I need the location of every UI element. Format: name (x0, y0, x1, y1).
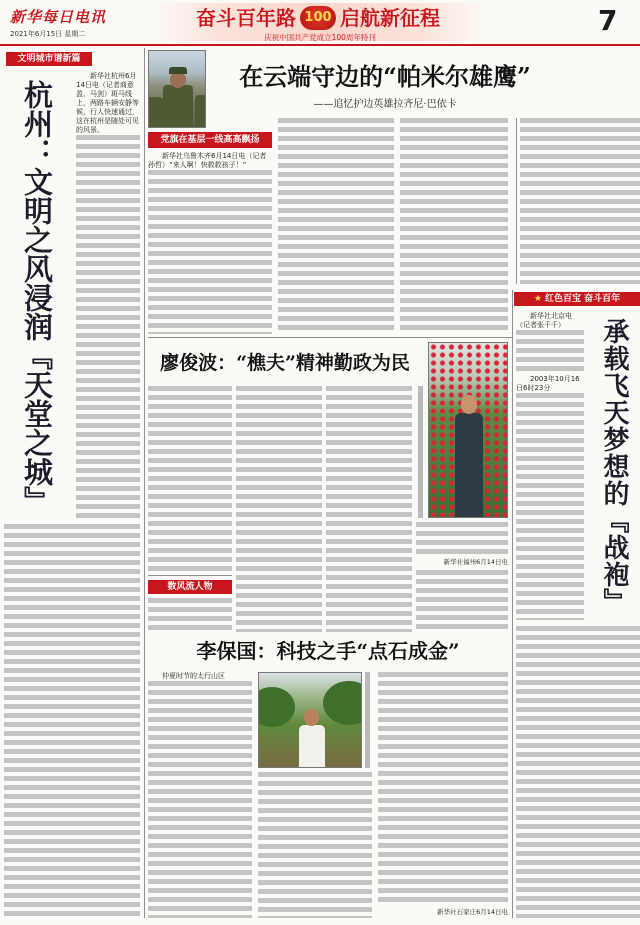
article-lead: 新华社乌鲁木齐6月14日电（记者孙哲）“来人啊！快救救孩子！” (148, 152, 272, 170)
body-text-column (148, 152, 272, 334)
column-divider (512, 290, 513, 918)
photo-greenhouse (428, 342, 508, 518)
photo-border-guard (148, 50, 206, 128)
body-text-column (258, 772, 372, 918)
article-subtitle-pamir: ——追忆护边英雄拉齐尼·巴依卡 (313, 99, 457, 110)
section-tag-civilized-city: 文明城市谱新篇 (6, 52, 92, 66)
body-text-column (520, 118, 640, 284)
section-tag-figures: 数风流人物 (148, 580, 232, 594)
issue-date: 2021年6月15日 星期二 (10, 30, 86, 38)
article-title-spacesuit: 承载飞天梦想的『战袍』 (599, 318, 629, 615)
article-divider (148, 575, 232, 576)
body-text-column (416, 522, 508, 556)
star-icon: ★ (533, 294, 542, 304)
column-divider (516, 118, 517, 284)
slogan-left: 奋斗百年路 (196, 6, 296, 30)
body-text-column (400, 118, 508, 334)
photo-caption (365, 672, 372, 768)
article-lead: 新华社杭州6月14日电（记者商意盈、马剑）斑马线上，两路车辆安静等候，行人快速通过，这在杭州是随处可见的风景。 (76, 72, 139, 134)
body-text-column (278, 118, 394, 334)
article-title-liao: 廖俊波：“樵夫”精神勤政为民 (160, 352, 410, 374)
body-text-column (326, 386, 412, 632)
article-title-hangzhou: 杭州：文明之风浸润『天堂之城』 (20, 80, 54, 515)
masthead-rule (0, 44, 640, 46)
section-tag-label: 红色百宝 奋斗百年 (544, 294, 621, 304)
body-text-column (516, 626, 640, 918)
page-number: 7 (598, 4, 618, 37)
body-text-column (148, 672, 252, 918)
slogan-right: 启航新征程 (340, 6, 440, 30)
body-text-column (378, 672, 508, 904)
body-text-column (516, 312, 584, 620)
article-dateline: 新华社石家庄6月14日电 (378, 908, 508, 917)
newspaper-logo: 新华每日电讯 (10, 8, 107, 26)
special-issue-subtitle: 庆祝中国共产党成立100周年特刊 (264, 33, 376, 42)
body-text-column (416, 570, 508, 632)
article-title-pamir: 在云端守边的“帕米尔雄鹰” (239, 62, 531, 91)
body-text-column (236, 386, 322, 632)
body-text-column (4, 524, 140, 918)
section-tag-party-flag: 党旗在基层一线高高飘扬 (148, 132, 272, 148)
photo-orchard (258, 672, 362, 768)
article-dateline: 新华社福州6月14日电 (416, 558, 508, 567)
section-tag-red-treasure (514, 292, 640, 306)
article-divider (148, 337, 512, 338)
photo-caption (418, 386, 425, 518)
body-text-column (76, 72, 140, 518)
body-text-column (148, 386, 232, 572)
article-title-li: 李保国：科技之手“点石成金” (196, 639, 460, 663)
body-text-column (148, 598, 232, 632)
article-lead: 新华社北京电（记者张千千） (516, 312, 584, 330)
article-lead: 仲夏时节的太行山区 (148, 672, 252, 681)
centenary-emblem: 100 (300, 6, 336, 30)
article-paragraph: 2003年10月16日6时23分 (516, 375, 584, 393)
column-divider (144, 48, 145, 918)
